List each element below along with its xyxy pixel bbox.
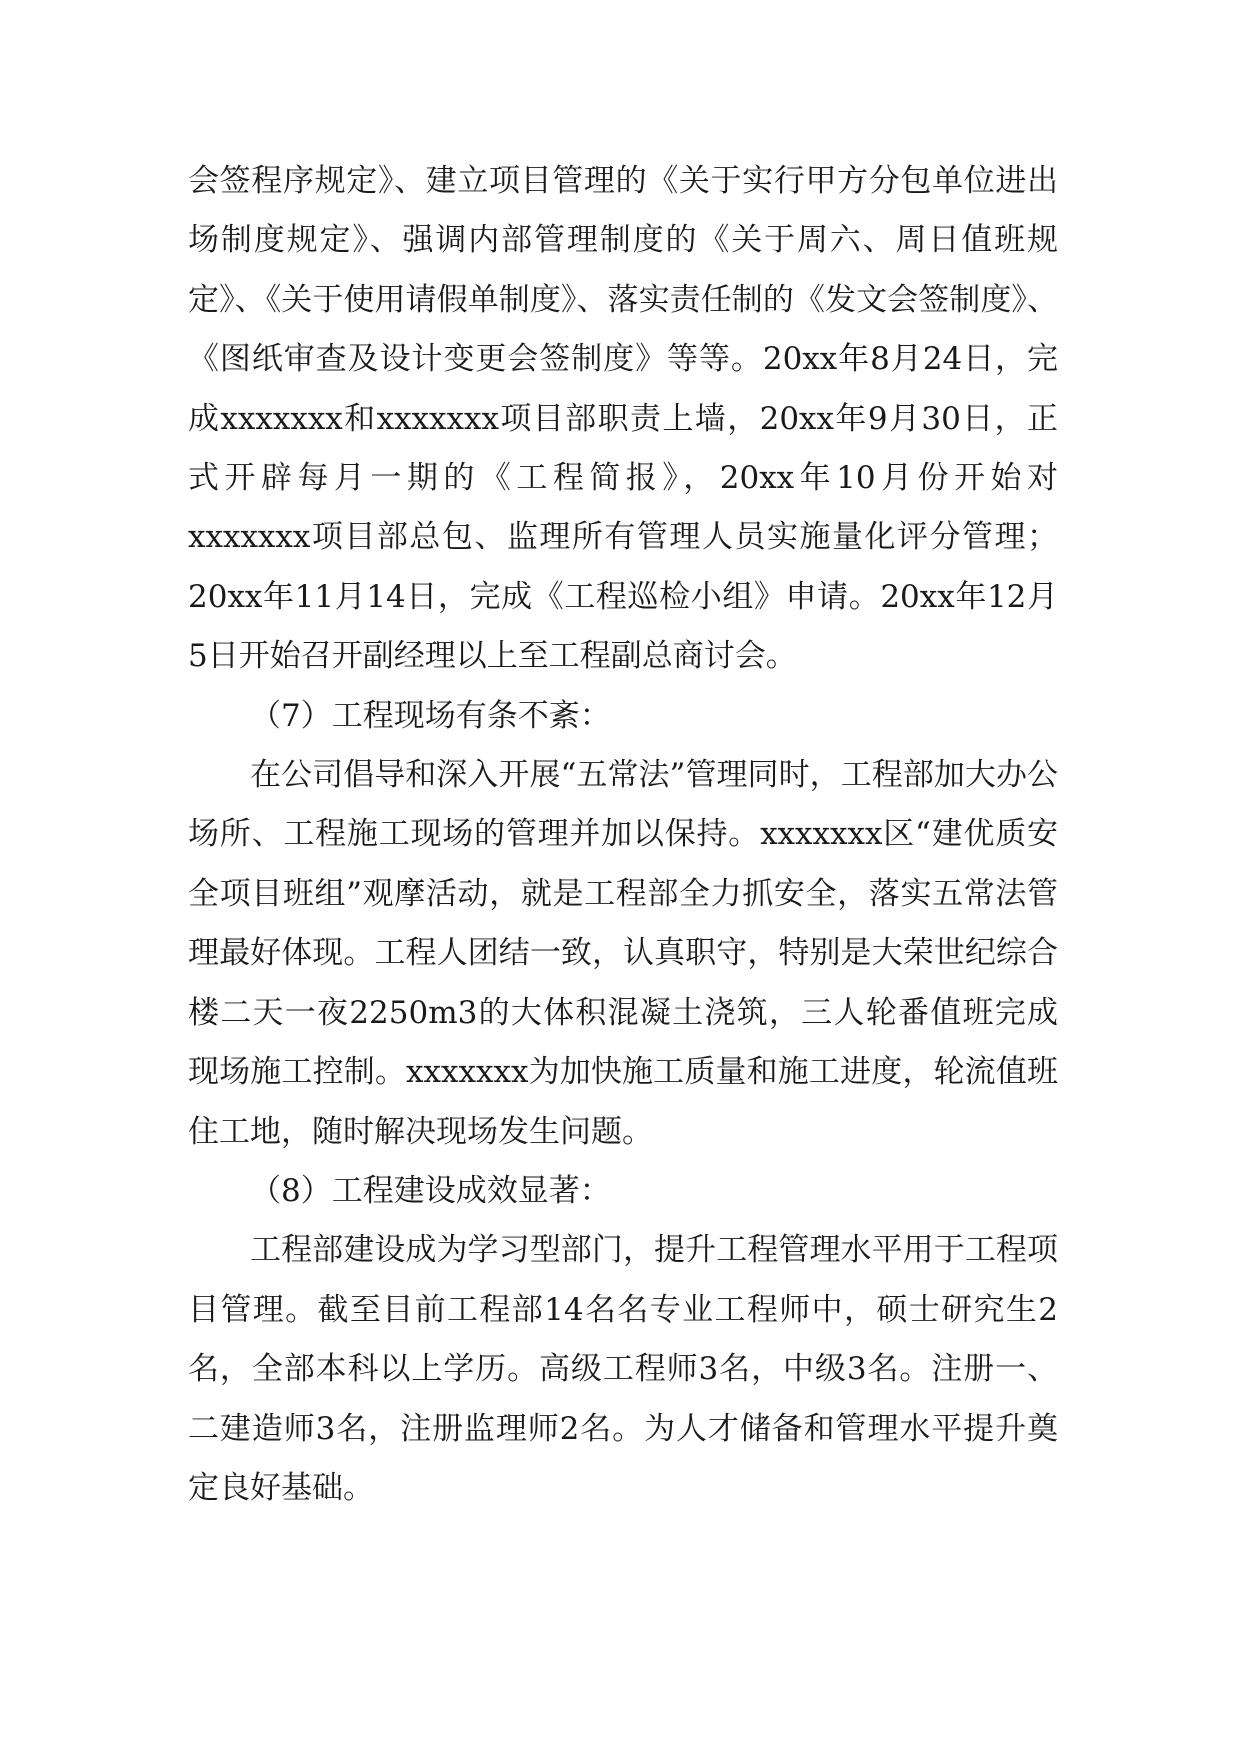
paragraph-construction-results: 工程部建设成为学习型部门，提升工程管理水平用于工程项目管理。截至目前工程部14名名专业工程师中，硕士研究生2名，全部本科以上学历。高级工程师3名，中级3名。注册一、二建造师3名，注册监理师2名。为人才储备和管理水平提升奠定良好基础。 — [188, 1232, 1058, 1506]
section-heading-8: （8）工程建设成效显著： — [250, 1172, 611, 1209]
paragraph-site-management: 在公司倡导和深入开展“五常法”管理同时，工程部加大办公场所、工程施工现场的管理并加以保持。xxxxxxx区“建优质安全项目班组”观摩活动，就是工程部全力抓安全，落实五常法管理最好体现。工程人团结一致，认真职守，特别是大荣世纪综合楼二天一夜2250m3的大体积混凝土浇筑，三人轮番值班完成现场施工控制。xxxxxxx为加快施工质量和施工进度，轮流值班住工地，随时解决现场发生问题。 — [188, 757, 1058, 1150]
paragraph-continuation: 会签程序规定》、建立项目管理的《关于实行甲方分包单位进出场制度规定》、强调内部管理制度的《关于周六、周日值班规定》、《关于使用请假单制度》、落实责任制的《发文会签制度》、《图纸审查及设计变更会签制度》等等。20xx年8月24日，完成xxxxxxx和xxxxxxx项目部职责上墙，20xx年9月30日，正式开辟每月一期的《工程简报》，20xx年10月份开始对xxxxxxx项目部总包、监理所有管理人员实施量化评分管理；20xx年11月14日，完成《工程巡检小组》申请。20xx年12月5日开始召开副经理以上至工程副总商讨会。 — [188, 163, 1058, 675]
section-heading-7: （7）工程现场有条不紊： — [250, 697, 611, 734]
document-body — [188, 152, 1058, 1518]
